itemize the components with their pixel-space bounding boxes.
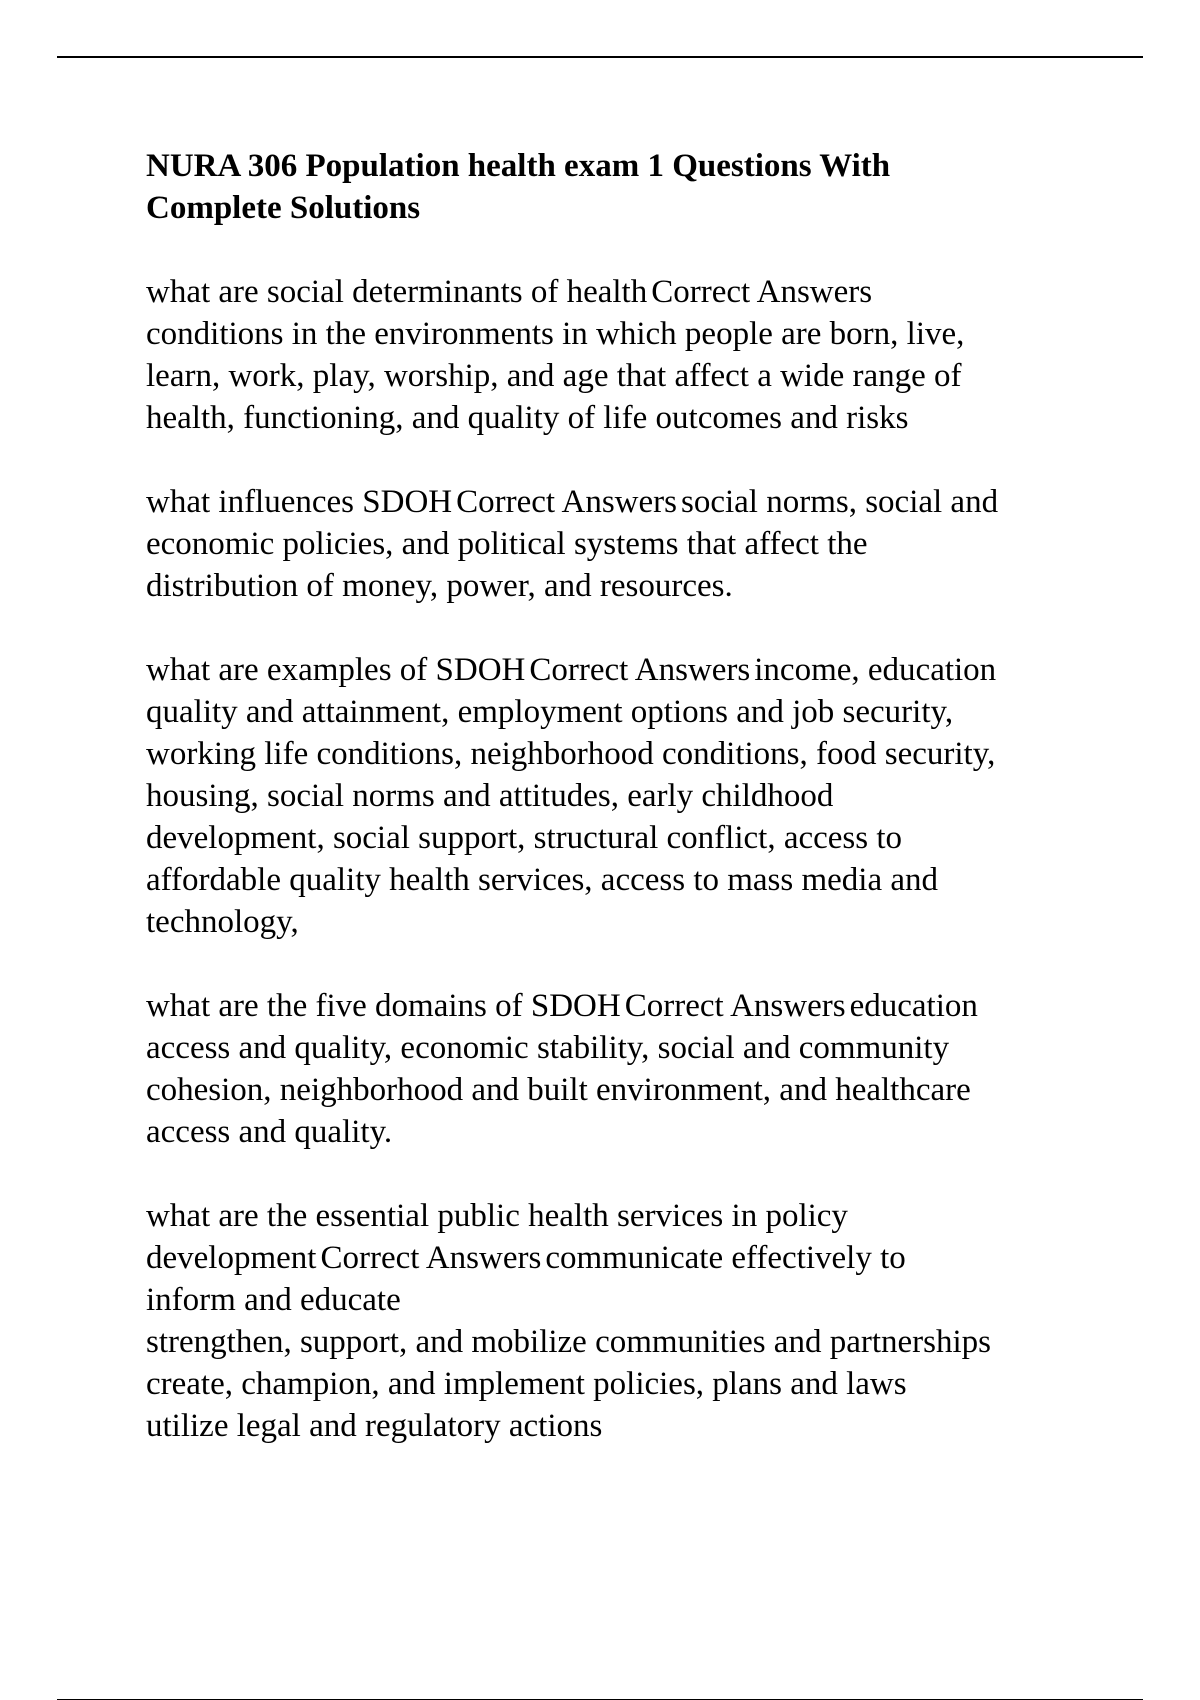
answer-text: communicate effectively to <box>545 1240 906 1276</box>
line-text: distribution of money, power, and resources. <box>146 568 733 604</box>
qa-line <box>146 1069 1106 1111</box>
qa-line <box>146 1363 1106 1405</box>
qa-list <box>146 271 1106 1447</box>
answer-label: Correct Answers <box>624 988 846 1024</box>
top-rule <box>57 56 1143 58</box>
qa-line <box>146 1027 1106 1069</box>
answer-label: Correct Answers <box>320 1240 542 1276</box>
document-body <box>146 145 1106 1489</box>
line-text: health, functioning, and quality of life outcomes and risks <box>146 400 909 436</box>
line-text: cohesion, neighborhood and built environment, and healthcare <box>146 1072 971 1108</box>
answer-text: social norms, social and <box>680 484 999 520</box>
line-text: create, champion, and implement policies, plans and laws <box>146 1366 907 1402</box>
line-text: what are the five domains of SDOH <box>146 988 621 1024</box>
line-text: access and quality, economic stability, social and community <box>146 1030 950 1066</box>
line-text: what are examples of SDOH <box>146 652 526 688</box>
qa-line <box>146 481 1106 523</box>
line-text: learn, work, play, worship, and age that affect a wide range of <box>146 358 962 394</box>
line-text: quality and attainment, employment options and job security, <box>146 694 954 730</box>
line-text: development <box>146 1240 317 1276</box>
title-line: Complete Solutions <box>146 190 421 226</box>
qa-line <box>146 649 1106 691</box>
line-text: conditions in the environments in which people are born, live, <box>146 316 965 352</box>
qa-line <box>146 859 1106 901</box>
qa-line <box>146 985 1106 1027</box>
qa-line <box>146 1111 1106 1153</box>
line-text: access and quality. <box>146 1114 393 1150</box>
answer-label: Correct Answers <box>529 652 751 688</box>
title-line: NURA 306 Population health exam 1 Questions With <box>146 148 891 184</box>
qa-line <box>146 355 1106 397</box>
qa-line <box>146 1195 1106 1237</box>
qa-line <box>146 733 1106 775</box>
answer-label: Correct Answers <box>456 484 677 520</box>
qa-item <box>146 649 1106 943</box>
answer-text: income, education <box>754 652 997 688</box>
line-text: economic policies, and political systems that affect the <box>146 526 868 562</box>
line-text: technology, <box>146 904 299 940</box>
qa-item <box>146 985 1106 1153</box>
qa-line <box>146 1405 1106 1447</box>
line-text: what are social determinants of health <box>146 274 648 310</box>
line-text: what are the essential public health services in policy <box>146 1198 848 1234</box>
line-text: strengthen, support, and mobilize communities and partnerships <box>146 1324 991 1360</box>
line-text: what influences SDOH <box>146 484 453 520</box>
line-text: inform and educate <box>146 1282 401 1318</box>
qa-line <box>146 523 1106 565</box>
qa-line <box>146 691 1106 733</box>
qa-item <box>146 481 1106 607</box>
qa-line <box>146 1321 1106 1363</box>
line-text: affordable quality health services, access to mass media and <box>146 862 939 898</box>
qa-item <box>146 271 1106 439</box>
qa-line <box>146 775 1106 817</box>
qa-line <box>146 1237 1106 1279</box>
line-text: development, social support, structural conflict, access to <box>146 820 903 856</box>
answer-text: education <box>849 988 978 1024</box>
qa-line <box>146 397 1106 439</box>
line-text: housing, social norms and attitudes, early childhood <box>146 778 834 814</box>
line-text: working life conditions, neighborhood conditions, food security, <box>146 736 996 772</box>
qa-line <box>146 901 1106 943</box>
qa-line <box>146 565 1106 607</box>
page-title <box>146 145 1106 229</box>
line-text: utilize legal and regulatory actions <box>146 1408 603 1444</box>
qa-item <box>146 1195 1106 1447</box>
qa-line <box>146 313 1106 355</box>
qa-line <box>146 1279 1106 1321</box>
qa-line <box>146 817 1106 859</box>
answer-label: Correct Answers <box>651 274 873 310</box>
qa-line <box>146 271 1106 313</box>
